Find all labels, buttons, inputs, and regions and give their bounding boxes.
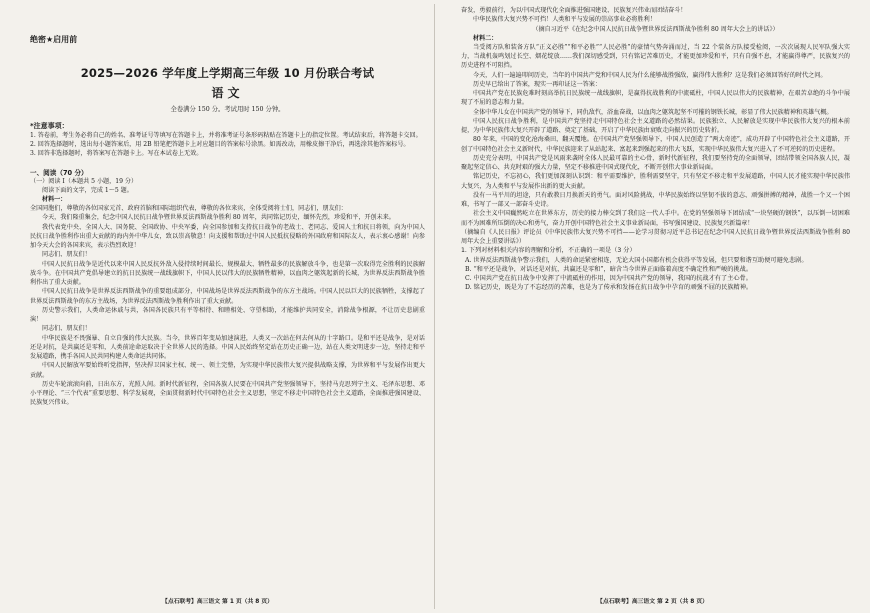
notice-title: *注意事项： xyxy=(30,122,69,130)
paragraph: 历史车轮滚滚向前，日出东方，光照人间。新时代新征程，全国各族人民要在中国共产党坚强领导下，坚持马克思列宁主义、毛泽东思想、邓小平理论、“三个代表”重要思想、科学发展观，全面贯彻新时代中国特色社会主义思想，坚定不移走中国特色社会主义道路，全面推进强国建设、民族复兴伟业。 xyxy=(30,380,425,407)
question-1: 1. 下列对材料相关内容的理解和分析，不正确的一项是（3 分） xyxy=(461,247,636,255)
paragraph: 中国共产党在民族危难时刻高举抗日民族统一战线旗帜，是赢得抗战胜利的中流砥柱，中国人民以伟大的民族精神，在艰苦卓绝的斗争中展现了不屈的意志和力量。 xyxy=(461,90,850,107)
subsection-title: （一）阅读 Ⅰ（本题共 5 小题，19 分） xyxy=(30,177,138,185)
paragraph: 社会主义中国巍然屹立在世界东方，历史的接力棒交到了我们这一代人手中。在党的坚强领导下团结成“一块坚硬的钢铁”，以压倒一切困难而不为困难所压倒的决心和勇气，奋力开创中国特色社会主义事业新局面，书写强国建设、民族复兴新篇章！ xyxy=(461,210,850,227)
subject-title: 语文 xyxy=(211,86,244,100)
paragraph: 今天，人们一遍遍叩问历史，当年的中国共产党和中国人民为什么能够战胜强敌，赢得伟大胜利？这是我们必须回答好的时代之问。 xyxy=(473,71,827,79)
paragraph: 历史充分表明，中国共产党是风雨来袭时全体人民最可靠的主心骨，新时代新征程，我们要坚持党的全面领导，团结带领全国各族人民，凝聚起坚定信心、共克时艰的强大力量，坚定不移推进中国式现代化，不断开创伟大事业新局面。 xyxy=(461,154,850,172)
page-2-footer: 【点石联考】高三语文 第 2 页（共 8 页） xyxy=(597,599,708,605)
secret-mark: 绝密★启用前 xyxy=(30,35,78,44)
paragraph: 全体中华儿女在中国共产党的领导下，同仇敌忾，浴血奋战，以血肉之躯筑起坚不可摧的钢铁长城，彰显了伟大民族精神和英雄气概。 xyxy=(473,108,833,116)
page-2 xyxy=(435,0,870,613)
paragraph: 历史警示我们，人类命运休戚与共，各国各民族只有平等相待、和睦相处、守望相助，才能维护共同安全，消除战争根源，不让历史悲剧重演！ xyxy=(30,306,425,324)
option-b: B. “和平还是战争，对话还是对抗，共赢还是零和”，暗含当今世界正面临着高度不确定性和严峻的挑战。 xyxy=(465,265,753,273)
paragraph: 80 年来，中国的变化沧海桑田，翻天覆地。在中国共产党坚强领导下，中国人民创造了“两大奇迹”，成功开辟了中国特色社会主义道路，开创了中国特色社会主义新时代，中华民族迎来了从站起来、富起来到强起来的伟大飞跃，实现中华民族伟大复兴进入了不可逆转的历史进程。 xyxy=(461,136,850,153)
material-2-title: 材料二： xyxy=(473,34,498,42)
option-d: D. 铭记历史，既是为了不忘经历的苦难，也是为了传承和发扬在抗日战争中孕育的顽强不屈的民族精神。 xyxy=(465,284,753,292)
section-title: 一、阅读（70 分） xyxy=(30,168,88,177)
paragraph: 中国人民抗日战争是世界反法西斯战争的重要组成部分，中国战场是世界反法西斯战争的东方主战场。中国人民以巨大的民族牺牲，支撑起了世界反法西斯战争的东方主战场，为世界反法西斯战争胜利作出了重大贡献。 xyxy=(30,288,425,305)
paragraph: 当受阅方队和装备方队“正义必胜”“和平必胜”“人民必胜”的豪情气势奔涌而过，当 22 个装备方队接受检阅，一次次展现人民军队强大实力，当战机轰鸣划过长空、烟花绽放……我们深切感受到，只有铭记苦难历史，才能更加珍爱和平，只有自强不息，才能赢得尊严，民族复兴的历史进程不可阻挡。 xyxy=(461,43,850,70)
option-a: A. 世界反法西斯战争警示我们，人类的命运紧密相连，无论大国小国都有机会获得平等发展，但只要和谐互助便可避免悲剧。 xyxy=(465,256,808,264)
notice-item: 1. 答卷前，考生务必将自己的姓名、准考证号等填写在答题卡上，并将准考证号条形码粘贴在答题卡上的指定位置。考试结束后，将答题卡交回。 xyxy=(30,132,422,139)
notice-item: 3. 回答非选择题时，将答案写在答题卡上。写在本试卷上无效。 xyxy=(30,150,203,158)
source-citation: （摘自习近平《在纪念中国人民抗日战争暨世界反法西斯战争胜利 80 周年大会上的讲话》） xyxy=(532,25,779,33)
paragraph: 中国人民抗日战争胜利，是中国共产党坚持走中国特色社会主义道路的必然结果。民族独立、人民解放是实现中华民族伟大复兴的根本前提，为中华民族伟大复兴开辟了道路、奠定了基础，开启了中华民族由衰败走向振兴的历史转折。 xyxy=(461,117,850,135)
paragraph: 我代表党中央、全国人大、国务院、全国政协、中央军委，向全国参加和支持抗日战争的老战士、老同志、爱国人士和抗日将领，向为中国人民抗日战争胜利作出重大贡献的海内外中华儿女，致以崇高敬意！向支援和帮助过中国人民抵抗侵略的外国政府和国际友人，表示衷心感谢！向参加今天大会的各国来宾，表示热烈欢迎！ xyxy=(30,223,425,250)
paragraph: 中国人民抗日战争是近代以来中国人民反抗外敌入侵持续时间最长、规模最大、牺牲最多的民族解放斗争，也是第一次取得完全胜利的民族解放斗争。在中国共产党倡导建立的抗日民族统一战线旗帜下，中国人民以伟大的民族牺牲精神，以血肉之躯筑起新的长城，为世界反法西斯战争胜利作出了重大贡献。 xyxy=(30,260,425,287)
material-1-title: 材料一： xyxy=(42,196,67,204)
paragraph: 历史早已给出了答案，现实一再印证这一答案： xyxy=(473,80,601,88)
paragraph: 中国人民解放军要始终听党指挥，坚决捍卫国家主权、统一、领土完整，为实现中华民族伟大复兴提供战略支撑，为世界和平与发展作出更大贡献。 xyxy=(30,362,425,379)
paragraph: 铭记历史，不忘初心，我们更加深刻认识到：和平需要维护，胜利需要坚守，只有坚定不移走和平发展道路，中国人民才能实现中华民族伟大复兴，为人类和平与发展作出新的更大贡献。 xyxy=(461,173,850,190)
paragraph: 中华民族是不畏强暴、自立自强的伟大民族。当今，世界百年变局加速演进，人类又一次站在何去何从的十字路口。是和平还是战争，是对话还是对抗，是共赢还是零和，人类前途命运取决于全世界人民的选择。中国人民始终坚定站在历史正确一边，站在人类文明进步一边，坚持走和平发展道路，携手各国人民共同构建人类命运共同体。 xyxy=(30,334,425,361)
paragraph: 没有一马平川的坦途，只有敢教日月换新天的勇气。面对风险挑战，中华民族始终以坚韧不拔的意志、顽强拼搏的精神，战胜一个又一个困难，书写了一部又一部奋斗史诗。 xyxy=(461,191,850,209)
exam-title: 2025—2026 学年度上学期高三年级 10 月份联合考试 xyxy=(80,66,375,80)
paragraph: 全国同胞们，尊敬的各位国家元首、政府首脑和国际组织代表，尊敬的各位来宾，全体受阅将士们，同志们，朋友们： xyxy=(30,205,347,213)
paragraph: 今天，我们隆重集会，纪念中国人民抗日战争暨世界反法西斯战争胜利 80 周年，共同铭记历史，缅怀先烈，珍爱和平，开创未来。 xyxy=(42,214,395,222)
reading-instruction: 阅读下面的文字，完成 1～5 题。 xyxy=(42,186,133,194)
paragraph: 奋发，勇毅前行，为以中国式现代化全面推进强国建设、民族复兴伟业而团结奋斗！ xyxy=(461,7,687,14)
option-c: C. 中国共产党在抗日战争中发挥了中流砥柱的作用，因为中国共产党的领导，我国的抗战才有了主心骨。 xyxy=(465,275,752,283)
notice-item: 2. 回答选择题时，选出每小题答案后，用 2B 铅笔把答题卡上对应题目的答案标号涂黑。如需改动，用橡皮擦干净后，再选涂其他答案标号。 xyxy=(30,141,410,149)
paragraph: 同志们、朋友们！ xyxy=(42,325,91,333)
paragraph: 中华民族伟大复兴势不可挡！人类和平与发展的崇高事业必将胜利！ xyxy=(473,16,656,24)
page-1-footer: 【点石联考】高三语文 第 1 页（共 8 页） xyxy=(162,599,273,605)
source-citation: （摘编自《人民日报》评论员《中华民族伟大复兴势不可挡——论学习贯彻习近平总书记在纪念中国人民抗日战争暨世界反法西斯战争胜利 80 周年大会上重要讲话》） xyxy=(461,228,850,246)
paragraph: 同志们、朋友们！ xyxy=(42,251,91,259)
score-line: 全卷满分 150 分。考试用时 150 分钟。 xyxy=(170,106,285,113)
